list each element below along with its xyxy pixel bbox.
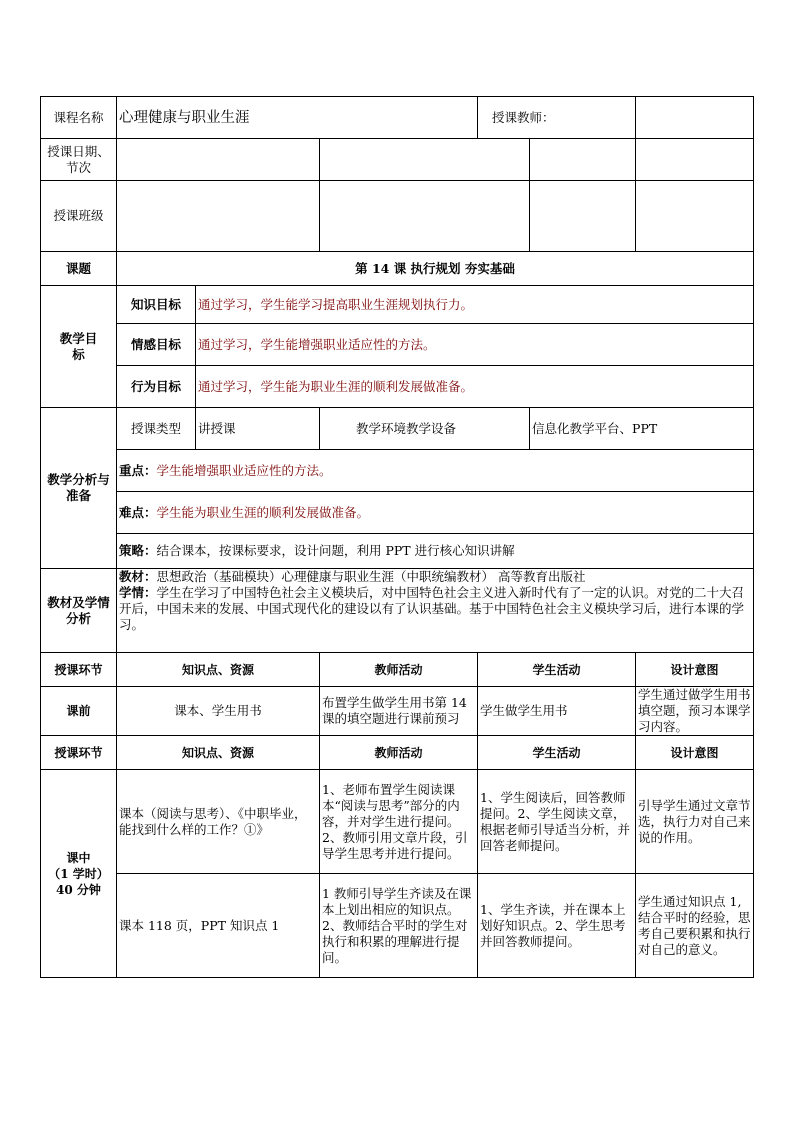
goal-name: 行为目标	[117, 366, 196, 408]
type-label: 授课类型	[117, 408, 196, 450]
textbook-label: 教材：	[119, 569, 157, 584]
column-header: 学生活动	[478, 736, 636, 770]
column-header: 设计意图	[636, 653, 754, 687]
learner-label: 学情：	[119, 585, 157, 600]
in-class-stage-line: 40 分钟	[56, 882, 101, 897]
pre-class-row	[41, 687, 754, 736]
date-row	[41, 139, 754, 181]
goal-text: 通过学习，学生能学习提高职业生涯规划执行力。	[196, 286, 754, 324]
strategy-row	[41, 534, 754, 569]
goals-label: 教学目标	[41, 286, 117, 408]
key-point-row	[41, 450, 754, 492]
type-value: 讲授课	[196, 408, 320, 450]
materials-content	[117, 569, 754, 653]
column-header: 知识点、资源	[117, 736, 320, 770]
in-class-row	[41, 874, 754, 978]
in-class-resource: 课本（阅读与思考）、《中职毕业，能找到什么样的工作？①》	[117, 770, 320, 874]
in-class-teacher: 1、老师布置学生阅读课本“阅读与思考”部分的内容，并对学生进行提问。2、教师引用文章片段，引导学生思考并进行提问。	[320, 770, 478, 874]
course-label: 课程名称	[41, 97, 117, 139]
difficulty-label: 难点：	[119, 504, 157, 520]
pre-class-stage: 课前	[41, 687, 117, 736]
in-class-student: 1、学生齐读，并在课本上划好知识点。2、学生思考并回答教师提问。	[478, 874, 636, 978]
column-header: 设计意图	[636, 736, 754, 770]
pre-class-resource: 课本、学生用书	[117, 687, 320, 736]
pre-class-teacher: 布置学生做学生用书第 14 课的填空题进行课前预习	[320, 687, 478, 736]
goal-text: 通过学习，学生能增强职业适应性的方法。	[196, 324, 754, 366]
difficulty-row	[41, 492, 754, 534]
class-cell-2	[320, 181, 530, 252]
key-text: 学生能增强职业适应性的方法。	[156, 462, 332, 478]
date-cell-1	[117, 139, 320, 181]
goal-text: 通过学习，学生能为职业生涯的顺利发展做准备。	[196, 366, 754, 408]
class-row	[41, 181, 754, 252]
difficulty-point	[117, 492, 754, 534]
env-label: 教学环境教学设备	[320, 408, 530, 450]
pre-class-student: 学生做学生用书	[478, 687, 636, 736]
topic-title: 第 14 课 执行规划 夯实基础	[117, 252, 754, 286]
textbook-line	[119, 569, 751, 585]
date-label: 授课日期、节次	[41, 139, 117, 181]
key-label: 重点：	[119, 462, 157, 478]
class-label: 授课班级	[41, 181, 117, 252]
materials-label: 教材及学情分析	[41, 569, 117, 653]
goal-row-behavior	[41, 366, 754, 408]
lesson-plan-table	[40, 96, 754, 978]
in-class-student: 1、学生阅读后，回答教师提问。2、学生阅读文章，根据老师引导适当分析，并回答老师提问。	[478, 770, 636, 874]
key-point	[117, 450, 754, 492]
analysis-type-row	[41, 408, 754, 450]
column-header-row	[41, 736, 754, 770]
topic-row	[41, 252, 754, 286]
teacher-label: 授课教师：	[478, 97, 636, 139]
in-class-row	[41, 770, 754, 874]
date-cell-4	[636, 139, 754, 181]
in-class-stage	[41, 770, 117, 978]
in-class-teacher: 1 教师引导学生齐读及在课本上划出相应的知识点。2、教师结合平时的学生对执行和积累的理解进行提问。	[320, 874, 478, 978]
column-header: 授课环节	[41, 736, 117, 770]
goal-row-knowledge	[41, 286, 754, 324]
date-cell-2	[320, 139, 530, 181]
class-cell-3	[530, 181, 636, 252]
pre-class-intent: 学生通过做学生用书填空题，预习本课学习内容。	[636, 687, 754, 736]
teacher-value	[636, 97, 754, 139]
textbook-text: 思想政治（基础模块）心理健康与职业生涯（中职统编教材） 高等教育出版社	[156, 569, 586, 584]
in-class-stage-line: （1 学时）	[48, 866, 109, 881]
topic-label: 课题	[41, 252, 117, 286]
date-cell-3	[530, 139, 636, 181]
class-cell-4	[636, 181, 754, 252]
learner-line	[119, 585, 751, 633]
column-header: 授课环节	[41, 653, 117, 687]
goal-name: 情感目标	[117, 324, 196, 366]
in-class-intent: 引导学生通过文章节选，执行力对自己来说的作用。	[636, 770, 754, 874]
env-value: 信息化教学平台、PPT	[530, 408, 754, 450]
in-class-resource: 课本 118 页，PPT 知识点 1	[117, 874, 320, 978]
column-header: 教师活动	[320, 736, 478, 770]
strategy-text: 结合课本，按课标要求，设计问题，利用 PPT 进行核心知识讲解	[156, 543, 515, 558]
goal-row-emotion	[41, 324, 754, 366]
strategy	[117, 534, 754, 569]
strategy-label: 策略：	[119, 543, 157, 558]
column-header: 学生活动	[478, 653, 636, 687]
course-row	[41, 97, 754, 139]
class-cell-1	[117, 181, 320, 252]
column-header: 知识点、资源	[117, 653, 320, 687]
materials-row	[41, 569, 754, 653]
learner-text: 学生在学习了中国特色社会主义模块后，对中国特色社会主义进入新时代有了一定的认识。对党的二十大召开后，中国未来的发展、中国式现代化的建设以有了认识基础。基于中国特色社会主义模块学习后，进行本课的学习。	[119, 585, 745, 632]
in-class-intent: 学生通过知识点 1,结合平时的经验，思考自己要积累和执行对自己的意义。	[636, 874, 754, 978]
goal-name: 知识目标	[117, 286, 196, 324]
course-name: 心理健康与职业生涯	[117, 97, 478, 139]
lesson-plan-sheet	[40, 96, 753, 978]
in-class-stage-line: 课中	[66, 850, 91, 865]
analysis-label: 教学分析与准备	[41, 408, 117, 569]
column-header: 教师活动	[320, 653, 478, 687]
column-header-row	[41, 653, 754, 687]
difficulty-text: 学生能为职业生涯的顺利发展做准备。	[156, 504, 370, 520]
